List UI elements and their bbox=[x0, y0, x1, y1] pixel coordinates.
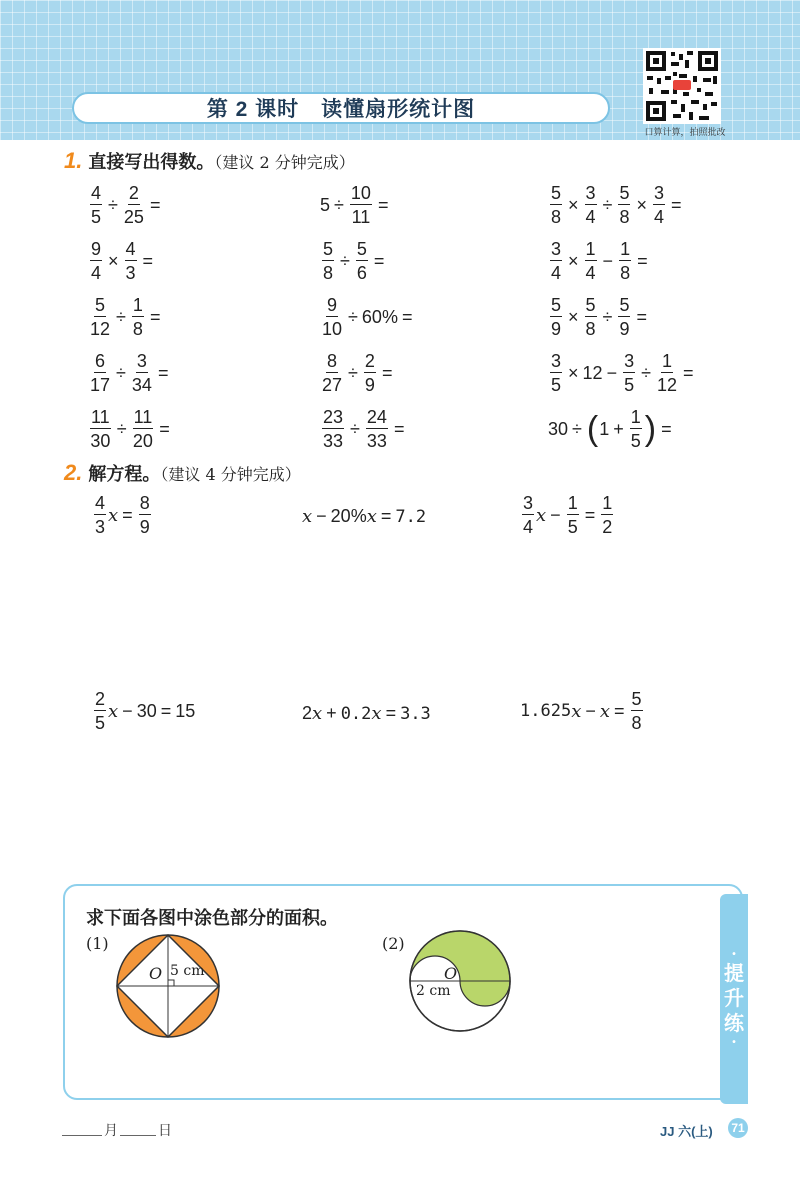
figure-2-center-label: O bbox=[444, 964, 458, 983]
calc-item-9: $\frac{5}{9}$ × $\frac{5}{8}$ ÷ $\frac{5}{9}$ = bbox=[551, 295, 647, 339]
figure-2-label: (2) bbox=[382, 934, 405, 953]
section-1-title: 直接写出得数。 bbox=[88, 152, 215, 172]
equation-3: $\frac{3}{4}$ x − $\frac{1}{5}$ = $\frac{1}{2}$ bbox=[523, 493, 613, 537]
figure-1-dimension: 5 cm bbox=[170, 963, 205, 979]
grade-label: JJ 六(上) bbox=[660, 1124, 713, 1139]
equation-6: 1.625 x − x = $\frac{5}{8}$ bbox=[520, 689, 642, 733]
figure-2-yin-yang-circle bbox=[407, 928, 513, 1034]
section-2-hint: （建议 4 分钟完成） bbox=[160, 465, 301, 484]
calc-item-13: $\frac{11}{30}$ ÷ $\frac{11}{20}$ = bbox=[90, 407, 170, 451]
calc-item-8: $\frac{9}{10}$ ÷ 60% = bbox=[322, 295, 413, 339]
equation-2: x − 20% x = 7.2 bbox=[302, 506, 427, 527]
page-title bbox=[72, 92, 610, 124]
improve-practice-tab: • 提 升 练 • bbox=[720, 894, 748, 1104]
section-2-heading bbox=[64, 460, 301, 486]
qr-code-icon[interactable] bbox=[643, 48, 721, 124]
calc-item-5: $\frac{5}{8}$ ÷ $\frac{5}{6}$ = bbox=[323, 239, 385, 283]
calc-item-10: $\frac{6}{17}$ ÷ $\frac{3}{34}$ = bbox=[90, 351, 169, 395]
month-label: 月 bbox=[104, 1122, 118, 1138]
calc-item-2: 5 ÷ $\frac{10}{11}$ = bbox=[320, 183, 389, 227]
page-number: 71 bbox=[728, 1118, 748, 1138]
figure-1-label: (1) bbox=[86, 934, 109, 953]
calc-item-11: $\frac{8}{27}$ ÷ $\frac{2}{9}$ = bbox=[322, 351, 393, 395]
calc-item-3: $\frac{5}{8}$ × $\frac{3}{4}$ ÷ $\frac{5}{8}$ × $\frac{3}{4}$ = bbox=[551, 183, 682, 227]
calc-item-7: $\frac{5}{12}$ ÷ $\frac{1}{8}$ = bbox=[90, 295, 161, 339]
lesson-title: 读懂扇形统计图 bbox=[321, 98, 476, 121]
equation-4: $\frac{2}{5}$ x − 30 = 15 bbox=[95, 689, 196, 733]
section-1-number: 1. bbox=[64, 148, 83, 173]
calc-item-4: $\frac{9}{4}$ × $\frac{4}{3}$ = bbox=[91, 239, 154, 283]
calc-item-1: $\frac{4}{5}$ ÷ $\frac{2}{25}$ = bbox=[91, 183, 161, 227]
lesson-number: 第 2 课时 bbox=[206, 98, 300, 121]
day-label: 日 bbox=[158, 1122, 172, 1138]
equation-5: 2 x + 0.2 x = 3.3 bbox=[302, 703, 431, 724]
calc-item-14: $\frac{23}{33}$ ÷ $\frac{24}{33}$ = bbox=[323, 407, 405, 451]
section-1-heading bbox=[64, 148, 355, 174]
figure-1-center-label: O bbox=[149, 964, 163, 983]
figure-1-circle-square bbox=[112, 930, 224, 1042]
figure-2-dimension: 2 cm bbox=[416, 983, 451, 999]
equation-1: $\frac{4}{3}$ x = $\frac{8}{9}$ bbox=[95, 493, 150, 537]
month-blank[interactable] bbox=[62, 1135, 102, 1136]
section-1-hint: （建议 2 分钟完成） bbox=[214, 153, 355, 172]
calc-item-6: $\frac{3}{4}$ × $\frac{1}{4}$ − $\frac{1}{8}$ = bbox=[551, 239, 648, 283]
challenge-title: 求下面各图中涂色部分的面积。 bbox=[86, 908, 338, 928]
calc-item-12: $\frac{3}{5}$ × 12 − $\frac{3}{5}$ ÷ $\frac{1}{12}$ = bbox=[551, 351, 694, 395]
section-2-number: 2. bbox=[64, 460, 83, 485]
calc-item-15: 30 ÷ ( 1 + $\frac{1}{5}$ ) = bbox=[548, 407, 672, 451]
section-2-title: 解方程。 bbox=[88, 464, 161, 484]
day-blank[interactable] bbox=[120, 1135, 156, 1136]
qr-caption: 口算计算，拍照批改 bbox=[644, 127, 726, 137]
